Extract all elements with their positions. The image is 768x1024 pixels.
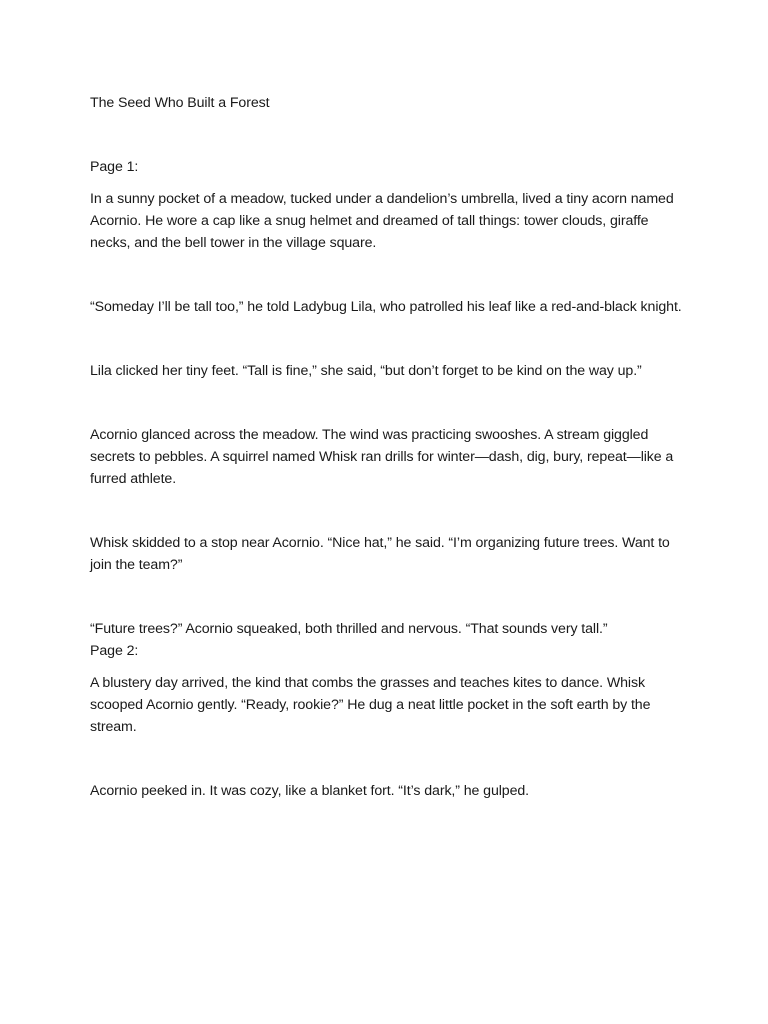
page-label: Page 2: [90, 643, 139, 659]
page-label: Page 1: [90, 159, 139, 175]
section-page-2 [90, 640, 682, 802]
paragraph: Whisk skidded to a stop near Acornio. “Nice hat,” he said. “I’m organizing future trees. Want to join the team?” [90, 535, 670, 573]
paragraph: A blustery day arrived, the kind that combs the grasses and teaches kites to dance. Whisk scooped Acornio gently. “Ready, rookie?” He dug a neat little pocket in the soft earth by the stream. [90, 675, 651, 735]
paragraph: “Future trees?” Acornio squeaked, both thrilled and nervous. “That sounds very tall.” [90, 621, 608, 637]
section-page-1 [90, 156, 682, 640]
paragraph: “Someday I’ll be tall too,” he told Ladybug Lila, who patrolled his leaf like a red-and-black knight. [90, 299, 682, 315]
paragraph: Acornio glanced across the meadow. The wind was practicing swooshes. A stream giggled secrets to pebbles. A squirrel named Whisk ran drills for winter—dash, dig, bury, repeat—like a furred athlete. [90, 427, 674, 487]
paragraph: In a sunny pocket of a meadow, tucked under a dandelion’s umbrella, lived a tiny acorn named Acornio. He wore a cap like a snug helmet and dreamed of tall things: tower clouds, giraffe necks, and the bell tower in the village square. [90, 191, 674, 251]
paragraph: Lila clicked her tiny feet. “Tall is fine,” she said, “but don’t forget to be kind on the way up.” [90, 363, 642, 379]
paragraph: Acornio peeked in. It was cozy, like a blanket fort. “It’s dark,” he gulped. [90, 783, 530, 799]
document-title: The Seed Who Built a Forest [90, 95, 270, 111]
document-page [90, 92, 682, 802]
